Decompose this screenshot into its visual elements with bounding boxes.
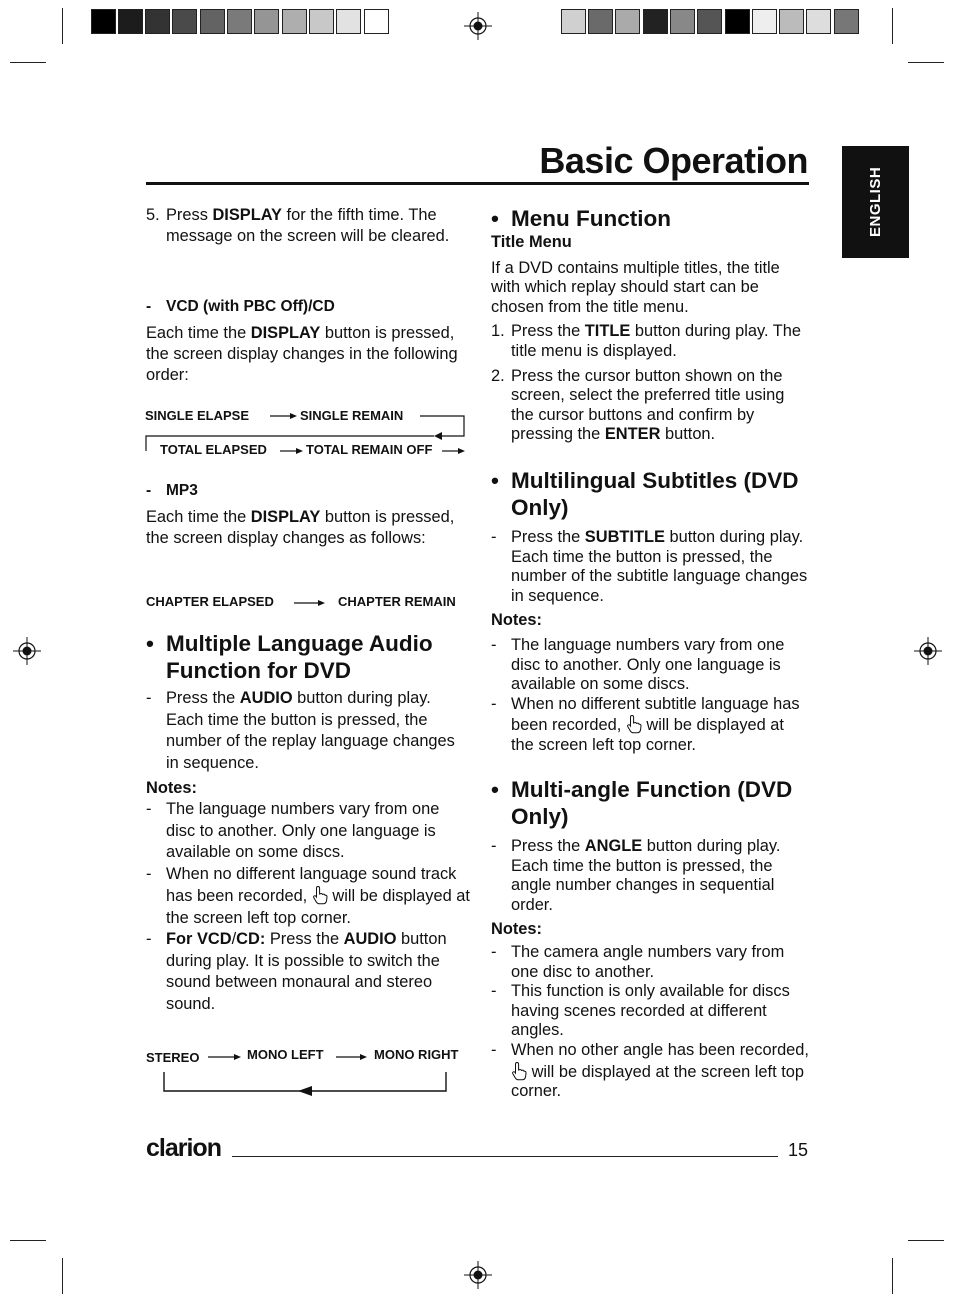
vcd-section [146, 296, 466, 386]
angle-heading: • Multi-angle Function (DVD Only) [491, 777, 793, 829]
audio-notes-label: Notes: [146, 779, 197, 797]
menu-heading: • Menu Function [491, 206, 671, 231]
flow-chapter-elapsed: CHAPTER ELAPSED [146, 594, 274, 609]
subtitles-heading: • Multilingual Subtitles (DVD Only) [491, 468, 799, 520]
title-menu-subheading: Title Menu [491, 233, 572, 251]
angle-section [491, 776, 811, 1102]
audio-section [146, 630, 470, 1015]
display-keyword: DISPLAY [212, 206, 282, 224]
flow-single-remain: SINGLE REMAIN [300, 408, 404, 423]
angle-instruction: - Press the ANGLE button during play. Each time the button is pressed, the angle number changes in sequential order. [491, 837, 781, 914]
audio-note-1: - The language numbers vary from one disc to another. Only one language is available on some discs. [146, 800, 440, 861]
registration-mark-top [464, 12, 492, 40]
menu-section [491, 205, 811, 445]
footer-rule [232, 1156, 778, 1157]
left-column [146, 205, 466, 247]
mp3-flow-arrow [290, 596, 330, 610]
subtitles-section [491, 467, 811, 756]
page-number: 15 [788, 1140, 809, 1160]
mp3-heading: - MP3 [146, 482, 198, 499]
audio-heading: • Multiple Language Audio Function for DVD [146, 631, 433, 683]
registration-mark-right [914, 637, 942, 665]
subtitles-notes-label: Notes: [491, 611, 542, 630]
subtitles-note-1: - The language numbers vary from one disc to another. Only one language is available on some discs. [491, 635, 785, 694]
registration-mark-bottom [464, 1261, 492, 1289]
mp3-body: Each time the DISPLAY button is pressed, the screen display changes as follows: [146, 508, 455, 547]
menu-intro: If a DVD contains multiple titles, the title with which replay should start can be chosen from the title menu. [491, 258, 780, 316]
language-tab-label: ENGLISH [867, 166, 884, 238]
mp3-section [146, 480, 466, 549]
vcd-heading: - VCD (with PBC Off)/CD [146, 298, 335, 315]
vcd-body: Each time the DISPLAY button is pressed, the screen display changes in the following order: [146, 324, 458, 384]
flow-mono-left: MONO LEFT [247, 1047, 324, 1062]
clarion-logo: clarion [146, 1134, 221, 1162]
hand-icon [312, 885, 328, 905]
registration-mark-left [13, 637, 41, 665]
language-tab [842, 146, 909, 258]
vcd-flow-arrows [140, 405, 470, 461]
subtitles-instruction: - Press the SUBTITLE button during play. Each time the button is pressed, the number of the subtitle language changes in sequence. [491, 528, 808, 605]
flow-stereo: STEREO [146, 1050, 200, 1065]
flow-chapter-remain: CHAPTER REMAIN [338, 594, 456, 609]
angle-note-3: - When no other angle has been recorded, will be displayed at the screen left top corner. [491, 1040, 809, 1101]
subtitles-note-2: - When no different subtitle language has been recorded, will be displayed at the screen left top corner. [491, 694, 800, 754]
flow-total-remain-off: TOTAL REMAIN OFF [306, 442, 433, 457]
menu-step-2: 2. Press the cursor button shown on the screen, select the preferred title using the cursor buttons and confirm by pressing the ENTER button. [491, 366, 785, 444]
step-5: 5. Press DISPLAY for the fifth time. The message on the screen will be cleared. [146, 206, 450, 245]
hand-icon [626, 714, 642, 734]
hand-icon [511, 1061, 527, 1081]
audio-instruction: - Press the AUDIO button during play. Each time the button is pressed, the number of the replay language changes in sequence. [146, 689, 455, 772]
angle-notes-label: Notes: [491, 920, 542, 939]
flow-single-elapse: SINGLE ELAPSE [145, 408, 250, 423]
audio-note-3: - For VCD/CD: Press the AUDIO button during play. It is possible to switch the sound between monaural and stereo sound. [146, 930, 447, 1013]
audio-note-2: - When no different language sound track has been recorded, will be displayed at the screen left top corner. [146, 864, 470, 927]
menu-step-1: 1. Press the TITLE button during play. The title menu is displayed. [491, 322, 802, 360]
angle-note-1: - The camera angle numbers vary from one disc to another. [491, 942, 785, 981]
flow-mono-right: MONO RIGHT [374, 1047, 459, 1062]
title-rule [146, 182, 809, 185]
flow-total-elapsed: TOTAL ELAPSED [160, 442, 267, 457]
audio-flow-arrows [150, 1046, 450, 1098]
page-title: Basic Operation [539, 140, 808, 181]
angle-note-2: - This function is only available for discs having scenes recorded at different angles. [491, 982, 790, 1040]
